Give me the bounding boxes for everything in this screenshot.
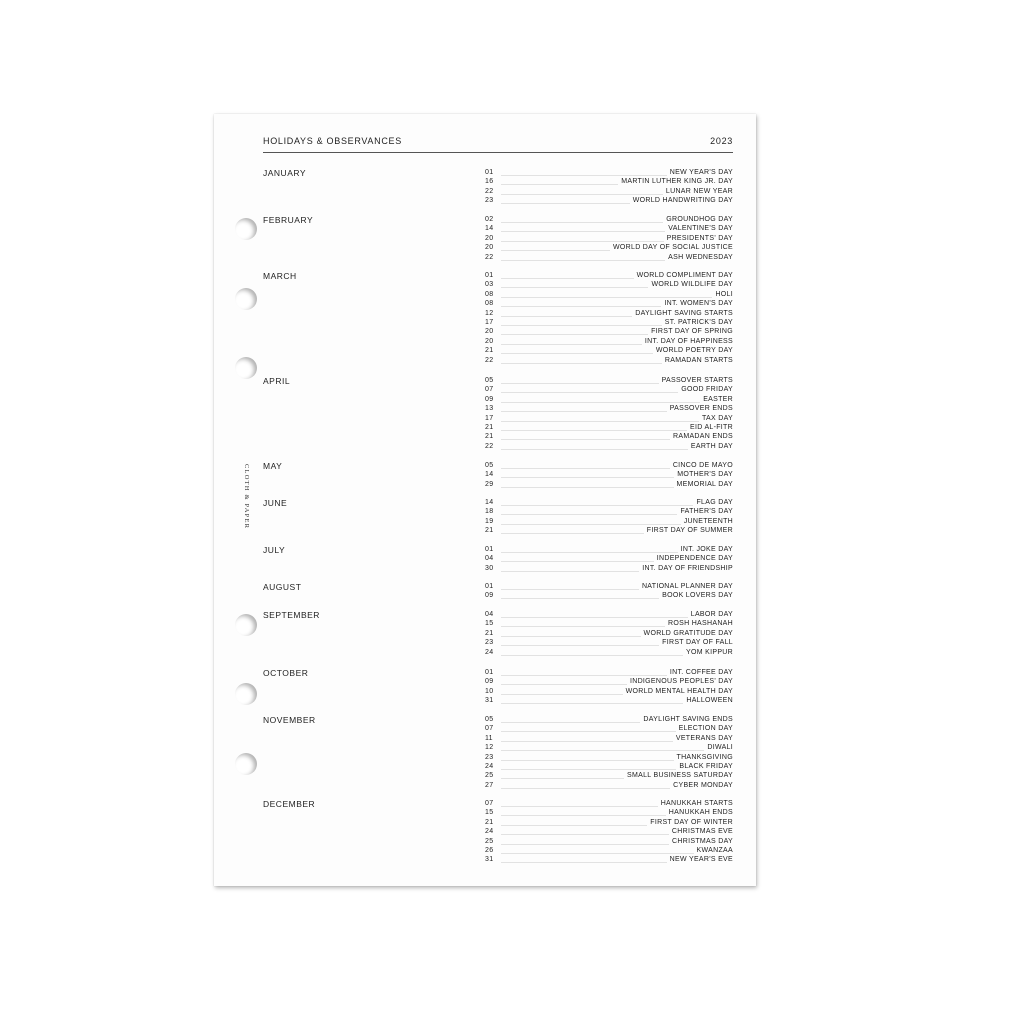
holiday-row bbox=[485, 855, 733, 864]
page-title: HOLIDAYS & OBSERVANCES bbox=[263, 136, 402, 146]
holiday-date: 27 bbox=[485, 781, 494, 789]
holiday-date: 03 bbox=[485, 281, 494, 289]
holiday-row bbox=[485, 177, 733, 186]
holiday-date: 08 bbox=[485, 300, 494, 308]
month-label: JULY bbox=[263, 545, 286, 555]
holiday-row bbox=[485, 376, 733, 385]
holiday-name: ST. PATRICK'S DAY bbox=[662, 318, 733, 327]
holiday-name: RAMADAN ENDS bbox=[670, 432, 733, 441]
holiday-row bbox=[485, 423, 733, 432]
holiday-row bbox=[485, 395, 733, 404]
holiday-date: 19 bbox=[485, 517, 494, 525]
holiday-name: HANUKKAH STARTS bbox=[658, 799, 733, 808]
holiday-date: 08 bbox=[485, 290, 494, 298]
holiday-row bbox=[485, 346, 733, 355]
holiday-row bbox=[485, 734, 733, 743]
holiday-date: 26 bbox=[485, 847, 494, 854]
holiday-row bbox=[485, 327, 733, 336]
month-label: MAY bbox=[263, 461, 283, 471]
holiday-date: 29 bbox=[485, 480, 494, 488]
holiday-name: LUNAR NEW YEAR bbox=[663, 187, 733, 196]
holiday-row bbox=[485, 356, 733, 365]
holiday-name: FIRST DAY OF WINTER bbox=[647, 818, 733, 827]
holiday-name: SMALL BUSINESS SATURDAY bbox=[624, 771, 733, 780]
holiday-name: DAYLIGHT SAVING STARTS bbox=[632, 309, 733, 318]
holiday-name: WORLD COMPLIMENT DAY bbox=[634, 271, 733, 280]
holiday-name: GROUNDHOG DAY bbox=[663, 215, 733, 224]
holiday-name: HALLOWEEN bbox=[683, 696, 733, 705]
holiday-date: 21 bbox=[485, 818, 494, 826]
holiday-name: FATHER'S DAY bbox=[677, 507, 733, 516]
holiday-row bbox=[485, 271, 733, 280]
month-label: DECEMBER bbox=[263, 799, 316, 809]
holiday-row bbox=[485, 299, 733, 308]
holiday-row bbox=[485, 808, 733, 817]
holiday-row bbox=[485, 677, 733, 686]
punch-hole bbox=[235, 753, 257, 775]
holiday-date: 20 bbox=[485, 234, 494, 242]
punch-hole bbox=[235, 614, 257, 636]
holiday-name: PRESIDENTS' DAY bbox=[664, 234, 733, 243]
month-label: SEPTEMBER bbox=[263, 610, 320, 620]
page-header bbox=[263, 134, 733, 153]
holiday-row bbox=[485, 610, 733, 619]
holiday-date: 05 bbox=[485, 462, 494, 469]
holiday-name: WORLD HANDWRITING DAY bbox=[630, 196, 733, 205]
holiday-date: 25 bbox=[485, 837, 494, 845]
holiday-name: HANUKKAH ENDS bbox=[666, 808, 733, 817]
holiday-name: INT. WOMEN'S DAY bbox=[661, 299, 733, 308]
holiday-name: BOOK LOVERS DAY bbox=[659, 591, 733, 600]
holiday-name: WORLD GRATITUDE DAY bbox=[641, 629, 733, 638]
holiday-row bbox=[485, 526, 733, 535]
holiday-name: WORLD MENTAL HEALTH DAY bbox=[623, 687, 733, 696]
holiday-name: INT. COFFEE DAY bbox=[667, 668, 733, 677]
holiday-date: 24 bbox=[485, 648, 494, 656]
holiday-name: FLAG DAY bbox=[693, 498, 733, 507]
holiday-row bbox=[485, 507, 733, 516]
holiday-name: CYBER MONDAY bbox=[670, 781, 733, 790]
holiday-date: 05 bbox=[485, 716, 494, 723]
holiday-row bbox=[485, 318, 733, 327]
holiday-date: 04 bbox=[485, 611, 494, 618]
holiday-date: 20 bbox=[485, 328, 494, 336]
holiday-row bbox=[485, 648, 733, 657]
holiday-row bbox=[485, 591, 733, 600]
holiday-date: 22 bbox=[485, 356, 494, 364]
holiday-name: MEMORIAL DAY bbox=[674, 480, 734, 489]
holiday-name: EASTER bbox=[700, 395, 733, 404]
holiday-row bbox=[485, 715, 733, 724]
holiday-row bbox=[485, 582, 733, 591]
holiday-date: 09 bbox=[485, 678, 494, 686]
holiday-row bbox=[485, 498, 733, 507]
holiday-date: 21 bbox=[485, 347, 494, 355]
holiday-row bbox=[485, 280, 733, 289]
holiday-date: 21 bbox=[485, 527, 494, 535]
holiday-date: 14 bbox=[485, 225, 494, 233]
leader-line bbox=[501, 297, 733, 298]
holiday-date: 14 bbox=[485, 499, 494, 506]
holiday-name: YOM KIPPUR bbox=[683, 648, 733, 657]
punch-hole bbox=[235, 288, 257, 310]
holiday-row bbox=[485, 687, 733, 696]
holiday-date: 22 bbox=[485, 253, 494, 261]
month-label: JUNE bbox=[263, 498, 288, 508]
holiday-date: 31 bbox=[485, 856, 494, 864]
holiday-row bbox=[485, 243, 733, 252]
holiday-date: 01 bbox=[485, 669, 494, 676]
holiday-row bbox=[485, 668, 733, 677]
holiday-row bbox=[485, 168, 733, 177]
holiday-date: 23 bbox=[485, 753, 494, 761]
holiday-row bbox=[485, 564, 733, 573]
holiday-date: 21 bbox=[485, 424, 494, 431]
holiday-name: HOLI bbox=[712, 290, 733, 299]
holiday-row bbox=[485, 470, 733, 479]
brand-mark: CLOTH & PAPER bbox=[243, 464, 250, 530]
month-label: APRIL bbox=[263, 376, 291, 386]
holiday-date: 01 bbox=[485, 583, 494, 590]
month-label: OCTOBER bbox=[263, 668, 309, 678]
holiday-name: FIRST DAY OF FALL bbox=[659, 638, 733, 647]
holiday-name: INT. DAY OF HAPPINESS bbox=[642, 337, 733, 346]
holiday-name: MARTIN LUTHER KING JR. DAY bbox=[618, 177, 733, 186]
holiday-date: 09 bbox=[485, 592, 494, 600]
page-year: 2023 bbox=[710, 136, 733, 146]
holiday-date: 12 bbox=[485, 309, 494, 317]
month-label: JANUARY bbox=[263, 168, 307, 178]
holiday-date: 02 bbox=[485, 216, 494, 223]
holiday-row bbox=[485, 781, 733, 790]
holiday-date: 01 bbox=[485, 169, 494, 176]
holiday-date: 09 bbox=[485, 395, 494, 403]
holiday-name: VALENTINE'S DAY bbox=[665, 224, 733, 233]
holiday-date: 07 bbox=[485, 725, 494, 733]
holiday-name: WORLD DAY OF SOCIAL JUSTICE bbox=[610, 243, 733, 252]
holiday-row bbox=[485, 385, 733, 394]
holiday-name: PASSOVER ENDS bbox=[667, 404, 733, 413]
holiday-name: VETERANS DAY bbox=[673, 734, 733, 743]
holiday-row bbox=[485, 827, 733, 836]
holiday-date: 22 bbox=[485, 187, 494, 195]
holiday-name: CHRISTMAS EVE bbox=[669, 827, 733, 836]
holiday-row bbox=[485, 480, 733, 489]
holiday-name: TAX DAY bbox=[699, 414, 733, 423]
month-label: AUGUST bbox=[263, 582, 302, 592]
holiday-row bbox=[485, 799, 733, 808]
holiday-name: BLACK FRIDAY bbox=[676, 762, 733, 771]
holiday-row bbox=[485, 461, 733, 470]
punch-hole bbox=[235, 683, 257, 705]
holiday-date: 21 bbox=[485, 433, 494, 441]
holiday-date: 25 bbox=[485, 772, 494, 780]
leader-line bbox=[501, 750, 733, 751]
holiday-row bbox=[485, 753, 733, 762]
holiday-name: ASH WEDNESDAY bbox=[665, 253, 733, 262]
holiday-name: INDEPENDENCE DAY bbox=[654, 554, 733, 563]
holiday-row bbox=[485, 224, 733, 233]
holiday-name: GOOD FRIDAY bbox=[678, 385, 733, 394]
holiday-date: 17 bbox=[485, 414, 494, 422]
holiday-name: ELECTION DAY bbox=[676, 724, 733, 733]
holiday-date: 07 bbox=[485, 386, 494, 394]
holiday-name: DAYLIGHT SAVING ENDS bbox=[640, 715, 733, 724]
holiday-date: 04 bbox=[485, 555, 494, 563]
leader-line bbox=[501, 402, 733, 403]
holiday-date: 20 bbox=[485, 244, 494, 252]
holiday-row bbox=[485, 432, 733, 441]
holiday-name: WORLD WILDLIFE DAY bbox=[648, 280, 733, 289]
holiday-row bbox=[485, 187, 733, 196]
holiday-name: PASSOVER STARTS bbox=[659, 376, 733, 385]
holiday-name: FIRST DAY OF SPRING bbox=[648, 327, 733, 336]
holiday-name: NEW YEAR'S DAY bbox=[667, 168, 733, 177]
holiday-row bbox=[485, 619, 733, 628]
holiday-row bbox=[485, 724, 733, 733]
holiday-name: LABOR DAY bbox=[688, 610, 733, 619]
holiday-name: FIRST DAY OF SUMMER bbox=[644, 526, 733, 535]
holiday-name: NEW YEAR'S EVE bbox=[667, 855, 733, 864]
punch-hole bbox=[235, 218, 257, 240]
holiday-row bbox=[485, 629, 733, 638]
holiday-name: CHRISTMAS DAY bbox=[669, 837, 733, 846]
holiday-row bbox=[485, 234, 733, 243]
holiday-name: DIWALI bbox=[704, 743, 733, 752]
holiday-row bbox=[485, 638, 733, 647]
holiday-row bbox=[485, 846, 733, 855]
holiday-date: 24 bbox=[485, 828, 494, 836]
holiday-date: 01 bbox=[485, 272, 494, 279]
punch-hole bbox=[235, 357, 257, 379]
holiday-row bbox=[485, 404, 733, 413]
holiday-date: 20 bbox=[485, 337, 494, 345]
holiday-name: NATIONAL PLANNER DAY bbox=[639, 582, 733, 591]
holiday-name: WORLD POETRY DAY bbox=[653, 346, 733, 355]
holiday-name: INT. DAY OF FRIENDSHIP bbox=[639, 564, 733, 573]
holiday-date: 11 bbox=[485, 734, 493, 742]
holiday-name: EARTH DAY bbox=[688, 442, 733, 451]
holiday-date: 30 bbox=[485, 564, 494, 572]
holiday-row bbox=[485, 771, 733, 780]
holiday-date: 31 bbox=[485, 697, 494, 705]
holiday-name: RAMADAN STARTS bbox=[662, 356, 733, 365]
holiday-date: 13 bbox=[485, 405, 494, 413]
holiday-row bbox=[485, 337, 733, 346]
planner-page bbox=[214, 114, 756, 886]
holiday-name: MOTHER'S DAY bbox=[674, 470, 733, 479]
holiday-row bbox=[485, 309, 733, 318]
holiday-date: 24 bbox=[485, 763, 494, 770]
holiday-date: 12 bbox=[485, 744, 494, 752]
holiday-name: JUNETEENTH bbox=[681, 517, 733, 526]
holiday-date: 17 bbox=[485, 319, 494, 326]
holiday-date: 22 bbox=[485, 442, 494, 450]
holiday-date: 15 bbox=[485, 620, 494, 628]
holiday-date: 18 bbox=[485, 508, 494, 516]
holiday-row bbox=[485, 762, 733, 771]
holiday-row bbox=[485, 290, 733, 299]
holiday-row bbox=[485, 743, 733, 752]
month-label: FEBRUARY bbox=[263, 215, 314, 225]
holiday-row bbox=[485, 442, 733, 451]
holiday-name: INT. JOKE DAY bbox=[678, 545, 733, 554]
holiday-row bbox=[485, 696, 733, 705]
holiday-row bbox=[485, 196, 733, 205]
holiday-name: THANKSGIVING bbox=[674, 753, 734, 762]
month-label: MARCH bbox=[263, 271, 297, 281]
holiday-name: KWANZAA bbox=[694, 846, 733, 855]
holiday-date: 23 bbox=[485, 639, 494, 647]
holiday-row bbox=[485, 554, 733, 563]
holiday-date: 15 bbox=[485, 809, 494, 817]
holiday-name: INDIGENOUS PEOPLES' DAY bbox=[627, 677, 733, 686]
month-label: NOVEMBER bbox=[263, 715, 316, 725]
holiday-date: 14 bbox=[485, 471, 494, 479]
holiday-row bbox=[485, 253, 733, 262]
holiday-name: ROSH HASHANAH bbox=[665, 619, 733, 628]
holiday-row bbox=[485, 215, 733, 224]
holiday-date: 10 bbox=[485, 687, 494, 695]
holiday-date: 23 bbox=[485, 197, 494, 205]
holiday-row bbox=[485, 837, 733, 846]
holiday-date: 01 bbox=[485, 546, 494, 553]
holiday-row bbox=[485, 818, 733, 827]
holiday-date: 07 bbox=[485, 800, 494, 807]
holiday-name: CINCO DE MAYO bbox=[670, 461, 733, 470]
holiday-row bbox=[485, 414, 733, 423]
holiday-row bbox=[485, 517, 733, 526]
holiday-row bbox=[485, 545, 733, 554]
holiday-name: EID AL-FITR bbox=[687, 423, 733, 432]
holiday-date: 16 bbox=[485, 178, 494, 186]
holiday-date: 05 bbox=[485, 377, 494, 384]
holiday-date: 21 bbox=[485, 629, 494, 637]
